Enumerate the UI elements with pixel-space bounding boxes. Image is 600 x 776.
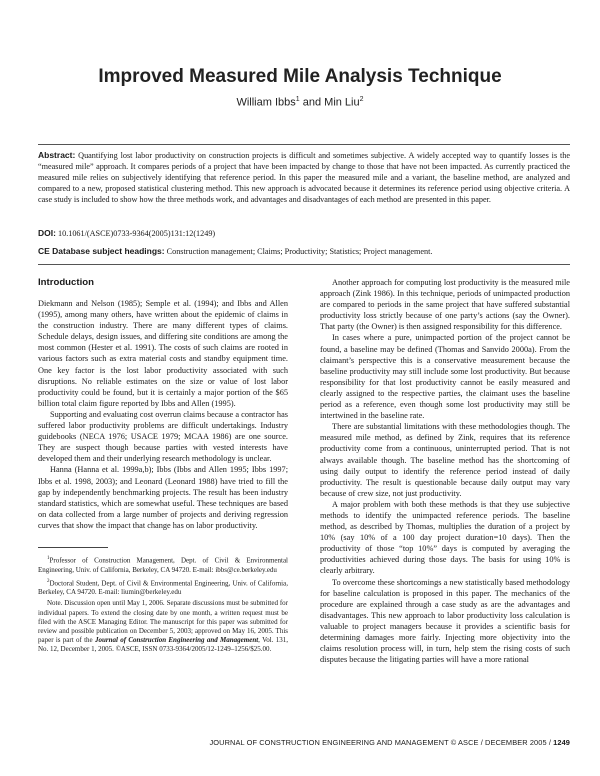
body-paragraph: There are substantial limitations with these methodologies though. The measured mile method, as defined by Zink, requires that its reference productivity come from a continuous, uninterrupted period. That is not always available though. The baseline method has the shortcoming of using daily output to identify the reference period instead of daily productivity. The result is questionable because daily output may vary because of crew size, not just productivity. — [320, 422, 570, 498]
doi-label: DOI: — [38, 228, 56, 238]
top-divider — [38, 144, 570, 145]
author-name: William Ibbs — [236, 96, 296, 109]
subject-text: Construction management; Claims; Productivity; Statistics; Project management. — [166, 247, 433, 256]
author-name: Min Liu — [324, 96, 360, 109]
body-paragraph: To overcome these shortcomings a new statistically based methodology for baseline calculation is proposed in this paper. The mechanics of the procedure are explained through a case study as are the advantages and disadvantages. This new approach to labor productivity loss calculation is valuable to project managers because it provides a scientific basis for determining damages more fairly. Injecting more objectivity into the claims resolution process will, in turn, help stem the rising costs of such disputes because the litigating parties will have a more rational — [320, 577, 570, 665]
abstract-label: Abstract: — [38, 150, 76, 160]
abstract-divider — [38, 264, 570, 265]
journal-name: Journal of Construction Engineering and Management — [94, 636, 259, 645]
subject-headings — [38, 246, 570, 256]
subject-label: CE Database subject headings: — [38, 246, 165, 256]
section-heading: Introduction — [38, 277, 94, 288]
article-title: Improved Measured Mile Analysis Technique — [98, 66, 502, 87]
page-number: 1249 — [553, 738, 570, 747]
body-paragraph: Supporting and evaluating cost overrun claims because a contractor has suffered labor productivity problems are difficult undertakings. Industry guidebooks (NECA 1976; USACE 1979; MCAA 1986) are one source. They are suspect though because parties with vested interests have developed them and their underlying research methodology is unclear. — [38, 409, 288, 464]
page-footer — [30, 738, 570, 747]
footnote-marker: 1 — [295, 96, 300, 103]
abstract-text: Quantifying lost labor productivity on construction projects is difficult and sometimes subjective. A widely accepted way to quantify losses is the “measured mile” approach. It compares periods of a project that have been impacted by change to those that have not been impacted. As currently practiced the measured mile relies on subjectively identifying that reference period. In this paper the measured mile and a variant, the baseline method, are analyzed and compared to a new, proposed statistical clustering method. This new approach is advocated because it determines its reference period using objective criteria. A case study is included to show how the three methods work, and advantages and disadvantages of each method are presented in this paper. — [38, 151, 570, 205]
footnote: $^2$Doctoral Student, Dept. of Civil & Environmental Engineering, Univ. of California, Berkeley, CA 94720. E-mail: liumin@berkeley.edu — [38, 578, 288, 597]
body-paragraph: A major problem with both these methods is that they use subjective methods to identify the unimpacted reference periods. The baseline method, as described by Thomas, multiplies the duration of a project by 10% (say 10% of a 100 day project duration=10 days). Then the productivity of those “top 10%” days is computed by averaging the productivities achieved during those days. The basis for using 10% is clearly arbitrary. — [320, 499, 570, 576]
publication-note: Note. Discussion open until May 1, 2006. Separate discussions must be submitted for individual papers. To extend the closing date by one month, a written request must be filed with the ASCE Managing Editor. The manuscript for this paper was submitted for review and possible publication on December 5, 2003; approved on May 16, 2005. This paper is part of the Journal of Construction Engineering and Management, Vol. 131, No. 12, December 1, 2005. ©ASCE, ISSN 0733-9364/2005/12-1249–1256/$25.00. — [38, 599, 288, 654]
footnote-marker: 2 — [359, 96, 364, 103]
author-line — [30, 96, 570, 109]
doi-link[interactable]: 10.1061/(ASCE)0733-9364(2005)131:12(1249) — [58, 229, 216, 238]
footnote-divider — [38, 547, 108, 548]
right-column — [320, 277, 570, 665]
author-connector: and — [302, 96, 322, 109]
body-paragraph: In cases where a pure, unimpacted portion of the project cannot be found, a baseline may be defined (Thomas and Sanvido 2000a). From the claimant’s perspective this is a conservative measurement because the baseline productivity may still include some lost productivity. But because responsibility for that lost productivity cannot be easily measured and clearly assigned to the respective parties, the claimant uses the baseline period as a reference, even though some lost productivity may still be intertwined in the baseline rate. — [320, 333, 570, 421]
running-footer: JOURNAL OF CONSTRUCTION ENGINEERING AND MANAGEMENT © ASCE / DECEMBER 2005 / — [209, 738, 551, 747]
body-paragraph: Another approach for computing lost productivity is the measured mile approach (Zink 1986). In this technique, periods of unimpacted production are compared to periods in the same project that have suffered substantial productivity loss strictly because of one party’s actions (say the Owner). That party (the Owner) is then assigned responsibility for this difference. — [320, 278, 570, 332]
doi-line — [38, 228, 570, 238]
body-paragraph: Diekmann and Nelson (1985); Semple et al. (1994); and Ibbs and Allen (1995), among many others, have written about the epidemic of claims in the construction industry. There are many different types of claims. Schedule delays, design issues, and differing site conditions are among the most common (Hester et al. 1991). The costs of such claims are rooted in various factors such as extra material costs and standby equipment time. One key factor is the lost labor productivity associated with such disruptions. No reliable estimates on the size or value of lost labor productivity could be found, but it is certainly a major portion of the $65 billion total claim figure reported by Ibbs and Allen (1995). — [38, 299, 288, 408]
body-paragraph: Hanna (Hanna et al. 1999a,b); Ibbs (Ibbs and Allen 1995; Ibbs 1997; Ibbs et al. 1998, 2003); and Leonard (Leonard 1988) have tried to fill the gap by independently benchmarking projects. The result has been industry standard statistics, which are somewhat useful. These techniques are based on data collected from a large number of projects and deriving regression curves that show the impact that change has on labor productivity. — [38, 465, 288, 530]
left-column — [38, 277, 288, 657]
abstract-block — [38, 150, 570, 205]
footnote: $^1$Professor of Construction Management, Dept. of Civil & Environmental Engineering, Univ. of California, Berkeley, CA 94720. E-mail: ibbs@ce.berkeley.edu — [38, 555, 288, 574]
